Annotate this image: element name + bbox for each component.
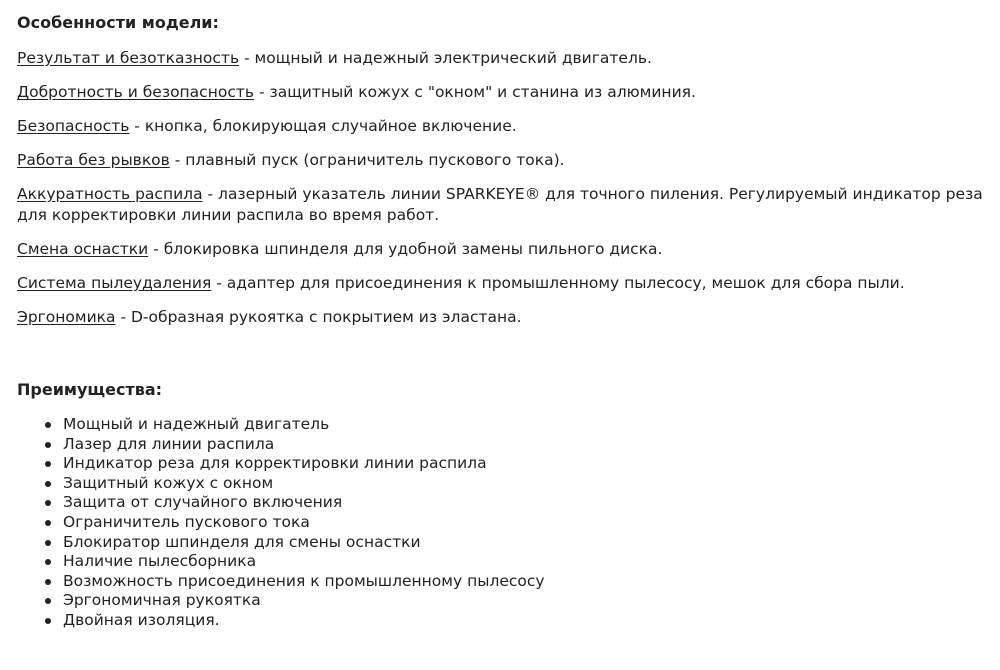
advantage-text: Блокиратор шпинделя для смены оснастки: [63, 532, 421, 551]
advantage-item: [17, 474, 983, 494]
advantages-list: [17, 415, 983, 631]
bullet-icon: [45, 500, 51, 506]
feature-description: D-образная рукоятка с покрытием из эластана.: [131, 308, 522, 326]
advantage-item: [17, 552, 983, 572]
advantage-text: Возможность присоединения к промышленному пылесосу: [63, 571, 545, 590]
advantage-text: Защитный кожух с окном: [63, 473, 274, 492]
bullet-icon: [45, 520, 51, 526]
bullet-icon: [45, 559, 51, 565]
feature-separator: -: [239, 49, 255, 67]
feature-item: [17, 273, 983, 294]
advantage-item: [17, 513, 983, 533]
advantage-text: Двойная изоляция.: [63, 610, 220, 629]
features-heading: Особенности модели:: [17, 13, 219, 32]
advantage-item: [17, 591, 983, 611]
advantage-item: [17, 415, 983, 435]
feature-separator: -: [148, 240, 164, 258]
advantage-item: [17, 493, 983, 513]
feature-term-link[interactable]: Эргономика: [17, 308, 116, 326]
feature-term-link[interactable]: Безопасность: [17, 117, 130, 135]
feature-separator: -: [115, 308, 131, 326]
feature-item: [17, 307, 983, 328]
advantage-text: Эргономичная рукоятка: [63, 591, 261, 610]
advantage-text: Наличие пылесборника: [63, 552, 257, 571]
feature-item: [17, 82, 983, 103]
bullet-icon: [45, 540, 51, 546]
feature-separator: -: [169, 151, 186, 169]
feature-description: адаптер для присоединения к промышленному пылесосу, мешок для сбора пыли.: [226, 274, 905, 292]
feature-description: защитный кожух с "окном" и станина из алюминия.: [269, 83, 696, 101]
bullet-icon: [45, 598, 51, 604]
advantage-text: Лазер для линии распила: [63, 434, 275, 453]
feature-description: блокировка шпинделя для удобной замены пильного диска.: [163, 240, 663, 258]
feature-separator: -: [202, 185, 219, 203]
advantage-text: Индикатор реза для корректировки линии распила: [63, 454, 487, 473]
feature-description: плавный пуск (ограничитель пускового тока).: [185, 151, 565, 169]
feature-term-link[interactable]: Работа без рывков: [17, 151, 170, 169]
feature-separator: -: [254, 83, 270, 101]
feature-item: [17, 184, 983, 226]
advantage-text: Мощный и надежный двигатель: [63, 415, 330, 433]
feature-item: [17, 48, 983, 69]
advantage-item: [17, 611, 983, 631]
advantage-item: [17, 454, 983, 474]
feature-term-link[interactable]: Смена оснастки: [17, 240, 149, 258]
feature-item: [17, 239, 983, 260]
bullet-icon: [45, 618, 51, 624]
features-list: [17, 48, 983, 328]
feature-separator: -: [129, 117, 145, 135]
bullet-icon: [45, 422, 51, 428]
bullet-icon: [45, 461, 51, 467]
feature-term-link[interactable]: Результат и безотказность: [17, 49, 240, 67]
feature-description: кнопка, блокирующая случайное включение.: [144, 117, 517, 135]
advantages-heading: Преимущества:: [17, 380, 163, 399]
feature-separator: -: [211, 274, 227, 292]
feature-item: [17, 116, 983, 137]
advantage-item: [17, 572, 983, 592]
feature-term-link[interactable]: Система пылеудаления: [17, 274, 212, 292]
bullet-icon: [45, 481, 51, 487]
feature-term-link[interactable]: Аккуратность распила: [17, 185, 203, 203]
advantage-text: Ограничитель пускового тока: [63, 512, 310, 531]
bullet-icon: [45, 442, 51, 448]
feature-term-link[interactable]: Добротность и безопасность: [17, 83, 255, 101]
feature-item: [17, 150, 983, 171]
advantage-text: Защита от случайного включения: [63, 493, 343, 512]
bullet-icon: [45, 579, 51, 585]
feature-description: мощный и надежный электрический двигатель.: [254, 49, 652, 67]
advantage-item: [17, 533, 983, 553]
feature-description: лазерный указатель линии SPARKEYE® для точного пиления. Регулируемый индикатор реза для корректировки линии распила во время работ.: [17, 185, 983, 224]
advantage-item: [17, 435, 983, 455]
